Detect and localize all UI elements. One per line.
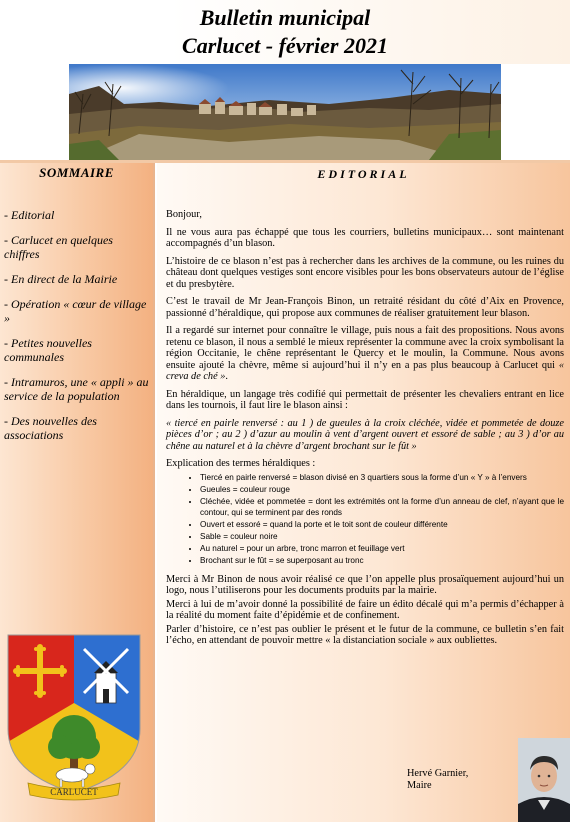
signature-name: Hervé Garnier, bbox=[407, 768, 469, 779]
paragraph-history: L’histoire de ce blason n’est pas à rechercher dans les archives de la commune, ou les ruines du château dont quelques vestiges sont encore visibles pour les bons observateurs autour de l’église et du presbytère. bbox=[166, 255, 564, 290]
paragraph-design-text: Il a regardé sur internet pour connaître le village, puis nous a fait des propositions. Nous avons retenu ce blason, il nous a semblé le mieux représenter la commune avec la croix symbolisant la région Occitanie, le chêne représentant le Quercy et le moulin, la Commune. Nous avons ensuite ajouté la chèvre, même si aujourd’hui il n’y en a pas plus beaucoup à Carlucet qui bbox=[166, 325, 564, 371]
definition-item: • Sable = couleur noire bbox=[200, 531, 564, 542]
toc-item-chiffres: - Carlucet en quelques chiffres bbox=[4, 233, 113, 261]
editorial-body bbox=[166, 209, 564, 649]
definitions-heading: Explication des termes héraldiques : bbox=[166, 458, 316, 469]
closing-paragraphs bbox=[166, 574, 564, 647]
paragraph-design-quote: « creva de ché » bbox=[166, 359, 564, 382]
paragraph-design-end: . bbox=[225, 371, 228, 382]
paragraph-edito: Merci à lui de m’avoir donné la possibilité de faire un édito décalé qui m’a permis d’échapper à la réalité du moment faite d’épidémie et de confinement. bbox=[166, 598, 564, 621]
table-of-contents bbox=[0, 208, 150, 453]
definition-item: • Au naturel = pour un arbre, tronc marron et feuillage vert bbox=[200, 543, 564, 554]
toc-item-mairie: - En direct de la Mairie bbox=[4, 272, 118, 286]
toc-item-coeur-de-village: - Opération « cœur de village » bbox=[4, 297, 147, 325]
definition-item: • Ouvert et essoré = quand la porte et le toit sont de couleur différente bbox=[200, 519, 564, 530]
definition-item: • Gueules = couleur rouge bbox=[200, 484, 564, 495]
paragraph-intro: Il ne vous aura pas échappé que tous les courriers, bulletins municipaux… sont maintenant accompagnés d’un blason. bbox=[166, 226, 564, 249]
signature-role: Maire bbox=[407, 780, 432, 791]
paragraph-thanks: Merci à Mr Binon de nous avoir réalisé ce que l’on appelle plus prosaïquement aujourd’hui un logo, nous l’utiliserons pour les documents produits par la mairie. bbox=[166, 573, 564, 596]
signature bbox=[407, 768, 468, 792]
greeting: Bonjour, bbox=[166, 209, 202, 220]
bulletin-subtitle: Carlucet - février 2021 bbox=[182, 33, 388, 58]
paragraph-author: C’est le travail de Mr Jean-François Binon, un retraité résidant du côté d’Aix en Provence, passionné d’héraldique, qui propose aux communes de réaliser gratuitement leur blason. bbox=[166, 296, 564, 319]
editorial-title: EDITORIAL bbox=[317, 167, 410, 181]
definition-item: • Brochant sur le fût = se superposant au tronc bbox=[200, 555, 564, 566]
toc-item-intramuros: - Intramuros, une « appli » au service de la population bbox=[4, 375, 149, 403]
paragraph-design bbox=[166, 325, 564, 383]
header bbox=[0, 0, 570, 64]
carlucet-coat-of-arms bbox=[6, 633, 142, 801]
paragraph-heraldry: En héraldique, un langage très codifié qui permettait de présenter les chevaliers entrant en lice dans les tournois, il faut lire le blason ainsi : bbox=[166, 388, 564, 411]
toc-item-associations: - Des nouvelles des associations bbox=[4, 414, 97, 442]
mayor-portrait-photo bbox=[518, 738, 570, 822]
blazon-quote: « tiercé en pairle renversé : au 1 ) de gueules à la croix cléchée, vidée et pommetée de douze pièces d’or ; au 2 ) d’azur au moulin à vent d’argent ouvert et essoré de sable ; au 3 ) d’or au chêne au naturel et à la chèvre d’argent brochant sur le fût » bbox=[166, 417, 564, 452]
crest-banner-label: CARLUCET bbox=[50, 787, 98, 797]
bulletin-title: Bulletin municipal bbox=[199, 5, 371, 30]
heraldic-definitions bbox=[166, 472, 564, 566]
toc-item-petites-nouvelles: - Petites nouvelles communales bbox=[4, 336, 92, 364]
sommaire-title: SOMMAIRE bbox=[39, 165, 114, 180]
village-panorama-photo bbox=[69, 64, 501, 160]
toc-item-editorial: - Editorial bbox=[4, 208, 55, 222]
definition-item: • Cléchée, vidée et pommetée = dont les extrémités ont la forme d’un anneau de clef, n’ayant que le contour, qui se terminent par des ronds bbox=[200, 496, 564, 518]
editorial-panel bbox=[157, 163, 570, 822]
definition-item: • Tiercé en pairle renversé = blason divisé en 3 quartiers sous la forme d’un « Y » à l’envers bbox=[200, 472, 564, 483]
paragraph-future: Parler d’histoire, ce n’est pas oublier le présent et le futur de la commune, ce bulletin s’en fait l’écho, en attendant de pouvoir mettre « la distanciation sociale » aux oubliettes. bbox=[166, 623, 564, 646]
